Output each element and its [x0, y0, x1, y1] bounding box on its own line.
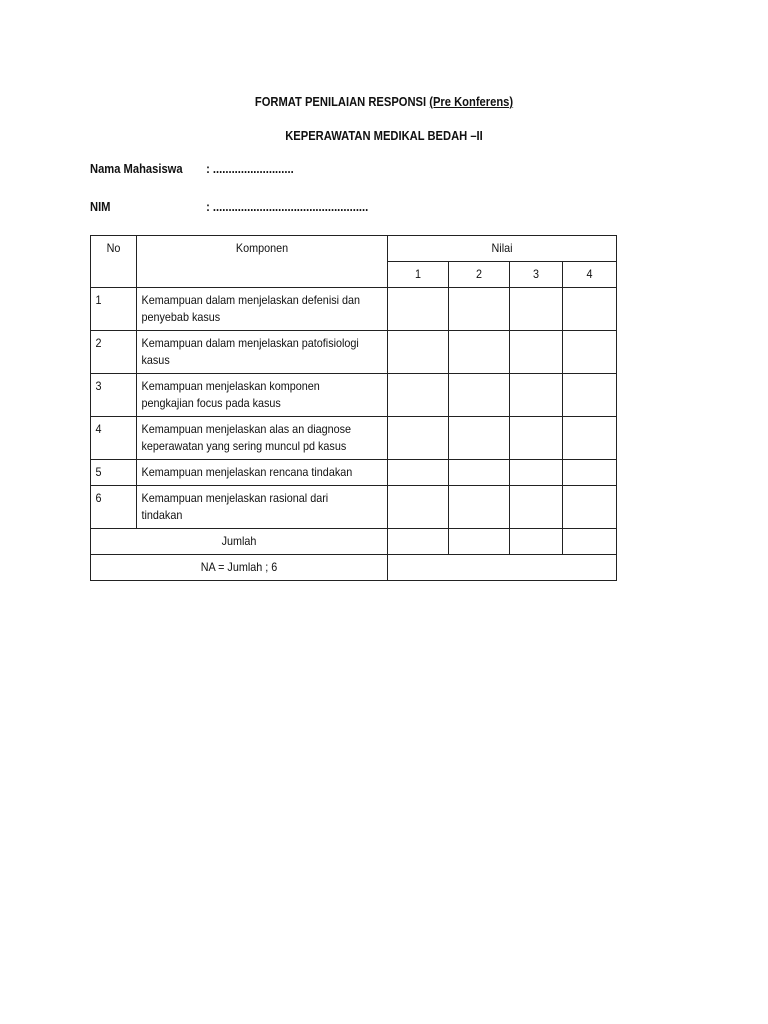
score-cell[interactable]	[388, 460, 449, 486]
table-header-row	[91, 236, 617, 262]
table-row-jumlah	[91, 529, 617, 555]
header-score-1: 1	[388, 262, 449, 288]
field-nim-label: NIM	[90, 199, 111, 214]
score-cell[interactable]	[449, 288, 510, 331]
score-cell[interactable]	[563, 486, 617, 529]
score-cell[interactable]	[388, 288, 449, 331]
score-cell[interactable]	[510, 460, 563, 486]
score-cell[interactable]	[449, 417, 510, 460]
row-komponen: Kemampuan menjelaskan komponen pengkajian focus pada kasus	[137, 374, 388, 417]
field-nim	[90, 199, 368, 214]
form-title	[54, 94, 714, 109]
table-row	[91, 374, 617, 417]
score-cell[interactable]	[563, 331, 617, 374]
header-score-4: 4	[563, 262, 617, 288]
field-nama-label: Nama Mahasiswa	[90, 161, 183, 176]
row-komponen: Kemampuan menjelaskan rencana tindakan	[137, 460, 388, 486]
score-cell[interactable]	[563, 374, 617, 417]
header-nilai: Nilai	[388, 236, 617, 262]
score-cell[interactable]	[388, 486, 449, 529]
score-cell[interactable]	[510, 417, 563, 460]
assessment-table	[90, 235, 617, 581]
na-label: NA = Jumlah ; 6	[91, 555, 388, 581]
row-no: 1	[91, 288, 137, 331]
row-no: 3	[91, 374, 137, 417]
header-komponen: Komponen	[137, 236, 388, 288]
field-nama-mahasiswa	[90, 161, 294, 176]
score-cell[interactable]	[449, 529, 510, 555]
table-row	[91, 288, 617, 331]
score-cell[interactable]	[563, 288, 617, 331]
table-row	[91, 486, 617, 529]
score-cell[interactable]	[510, 331, 563, 374]
score-cell[interactable]	[510, 486, 563, 529]
score-cell[interactable]	[449, 331, 510, 374]
row-komponen: Kemampuan dalam menjelaskan patofisiologi kasus	[137, 331, 388, 374]
header-score-2: 2	[449, 262, 510, 288]
score-cell[interactable]	[563, 417, 617, 460]
form-subtitle: KEPERAWATAN MEDIKAL BEDAH –II	[285, 128, 483, 143]
row-no: 2	[91, 331, 137, 374]
score-cell[interactable]	[388, 374, 449, 417]
field-nama-value[interactable]: : ..........................	[206, 161, 294, 176]
table-row-na	[91, 555, 617, 581]
score-cell[interactable]	[510, 374, 563, 417]
row-komponen: Kemampuan dalam menjelaskan defenisi dan penyebab kasus	[137, 288, 388, 331]
row-komponen: Kemampuan menjelaskan rasional dari tindakan	[137, 486, 388, 529]
score-cell[interactable]	[563, 529, 617, 555]
table-row	[91, 331, 617, 374]
header-score-3: 3	[510, 262, 563, 288]
table-row	[91, 460, 617, 486]
header-no: No	[91, 236, 137, 288]
na-value-cell[interactable]	[388, 555, 617, 581]
table-row	[91, 417, 617, 460]
form-title-main: FORMAT PENILAIAN RESPONSI	[254, 94, 427, 109]
score-cell[interactable]	[510, 288, 563, 331]
score-cell[interactable]	[388, 331, 449, 374]
score-cell[interactable]	[388, 417, 449, 460]
form-title-sub: (Pre Konferens)	[429, 94, 514, 109]
score-cell[interactable]	[563, 460, 617, 486]
score-cell[interactable]	[449, 374, 510, 417]
jumlah-label: Jumlah	[91, 529, 388, 555]
score-cell[interactable]	[449, 460, 510, 486]
row-no: 4	[91, 417, 137, 460]
row-no: 5	[91, 460, 137, 486]
score-cell[interactable]	[388, 529, 449, 555]
score-cell[interactable]	[449, 486, 510, 529]
field-nim-value[interactable]: : ..................................................	[206, 199, 369, 214]
row-no: 6	[91, 486, 137, 529]
row-komponen: Kemampuan menjelaskan alas an diagnose keperawatan yang sering muncul pd kasus	[137, 417, 388, 460]
score-cell[interactable]	[510, 529, 563, 555]
